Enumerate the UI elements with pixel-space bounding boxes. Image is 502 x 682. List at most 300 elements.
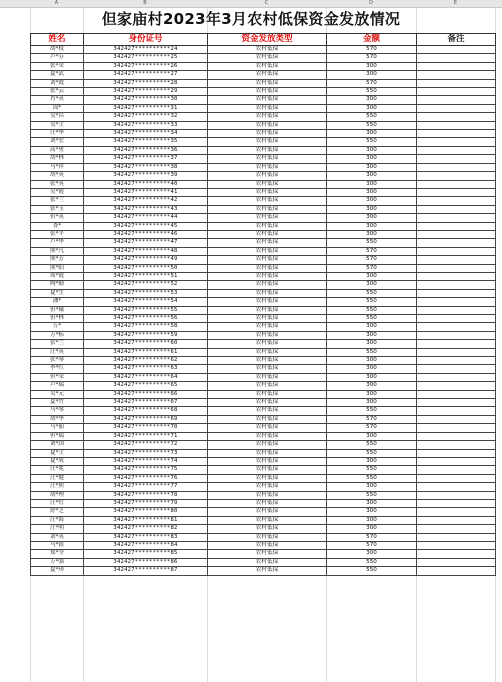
- cell-note[interactable]: [417, 348, 496, 356]
- cell-id[interactable]: 342427**********87: [84, 567, 208, 575]
- cell-note[interactable]: [417, 533, 496, 541]
- cell-name[interactable]: 胡*林: [31, 155, 84, 163]
- cell-type[interactable]: 农村低保: [208, 466, 327, 474]
- cell-type[interactable]: 农村低保: [208, 415, 327, 423]
- cell-name[interactable]: 陶*勤: [31, 281, 84, 289]
- cell-amount[interactable]: 550: [327, 558, 417, 566]
- cell-type[interactable]: 农村低保: [208, 222, 327, 230]
- cell-id[interactable]: 342427**********35: [84, 138, 208, 146]
- cell-name[interactable]: 但*英: [31, 214, 84, 222]
- cell-id[interactable]: 342427**********24: [84, 46, 208, 54]
- cell-id[interactable]: 342427**********47: [84, 239, 208, 247]
- cell-amount[interactable]: 550: [327, 298, 417, 306]
- cell-type[interactable]: 农村低保: [208, 214, 327, 222]
- cell-type[interactable]: 农村低保: [208, 46, 327, 54]
- cell-name[interactable]: 汪*华: [31, 130, 84, 138]
- cell-amount[interactable]: 570: [327, 415, 417, 423]
- cell-note[interactable]: [417, 121, 496, 129]
- cell-note[interactable]: [417, 315, 496, 323]
- cell-note[interactable]: [417, 306, 496, 314]
- cell-note[interactable]: [417, 474, 496, 482]
- cell-name[interactable]: 但*林: [31, 315, 84, 323]
- cell-amount[interactable]: 300: [327, 172, 417, 180]
- cell-note[interactable]: [417, 247, 496, 255]
- cell-id[interactable]: 342427**********86: [84, 558, 208, 566]
- cell-name[interactable]: 周*霞: [31, 272, 84, 280]
- cell-id[interactable]: 342427**********27: [84, 71, 208, 79]
- cell-type[interactable]: 农村低保: [208, 432, 327, 440]
- cell-name[interactable]: 刘*英: [31, 533, 84, 541]
- cell-note[interactable]: [417, 180, 496, 188]
- cell-id[interactable]: 342427**********82: [84, 525, 208, 533]
- cell-amount[interactable]: 300: [327, 155, 417, 163]
- cell-id[interactable]: 342427**********85: [84, 550, 208, 558]
- cell-note[interactable]: [417, 205, 496, 213]
- cell-amount[interactable]: 570: [327, 256, 417, 264]
- cell-name[interactable]: 张*琴: [31, 357, 84, 365]
- cell-id[interactable]: 342427**********65: [84, 382, 208, 390]
- cell-name[interactable]: 万*: [31, 323, 84, 331]
- cell-name[interactable]: 但*瑞: [31, 432, 84, 440]
- cell-amount[interactable]: 300: [327, 382, 417, 390]
- cell-type[interactable]: 农村低保: [208, 130, 327, 138]
- cell-id[interactable]: 342427**********84: [84, 541, 208, 549]
- cell-type[interactable]: 农村低保: [208, 533, 327, 541]
- cell-note[interactable]: [417, 399, 496, 407]
- cell-note[interactable]: [417, 541, 496, 549]
- cell-type[interactable]: 农村低保: [208, 79, 327, 87]
- cell-name[interactable]: 万*标: [31, 331, 84, 339]
- cell-amount[interactable]: 550: [327, 306, 417, 314]
- cell-note[interactable]: [417, 188, 496, 196]
- cell-type[interactable]: 农村低保: [208, 541, 327, 549]
- cell-note[interactable]: [417, 483, 496, 491]
- cell-amount[interactable]: 300: [327, 508, 417, 516]
- cell-amount[interactable]: 550: [327, 441, 417, 449]
- cell-amount[interactable]: 300: [327, 230, 417, 238]
- cell-type[interactable]: 农村低保: [208, 483, 327, 491]
- cell-note[interactable]: [417, 62, 496, 70]
- cell-type[interactable]: 农村低保: [208, 550, 327, 558]
- cell-name[interactable]: 吴*元: [31, 390, 84, 398]
- cell-amount[interactable]: 300: [327, 390, 417, 398]
- cell-name[interactable]: 但*荣: [31, 373, 84, 381]
- cell-id[interactable]: 342427**********83: [84, 533, 208, 541]
- cell-id[interactable]: 342427**********32: [84, 113, 208, 121]
- cell-amount[interactable]: 300: [327, 373, 417, 381]
- cell-note[interactable]: [417, 441, 496, 449]
- cell-amount[interactable]: 300: [327, 483, 417, 491]
- cell-name[interactable]: 夏*珍: [31, 567, 84, 575]
- cell-id[interactable]: 342427**********33: [84, 121, 208, 129]
- cell-name[interactable]: 熊*芳: [31, 256, 84, 264]
- cell-amount[interactable]: 300: [327, 96, 417, 104]
- cell-type[interactable]: 农村低保: [208, 323, 327, 331]
- cell-type[interactable]: 农村低保: [208, 62, 327, 70]
- cell-name[interactable]: 汪*健: [31, 474, 84, 482]
- cell-id[interactable]: 342427**********60: [84, 340, 208, 348]
- cell-note[interactable]: [417, 357, 496, 365]
- cell-note[interactable]: [417, 298, 496, 306]
- cell-id[interactable]: 342427**********41: [84, 188, 208, 196]
- cell-amount[interactable]: 300: [327, 432, 417, 440]
- cell-id[interactable]: 342427**********45: [84, 222, 208, 230]
- cell-amount[interactable]: 300: [327, 71, 417, 79]
- cell-id[interactable]: 342427**********68: [84, 407, 208, 415]
- cell-id[interactable]: 342427**********49: [84, 256, 208, 264]
- cell-note[interactable]: [417, 491, 496, 499]
- cell-amount[interactable]: 550: [327, 138, 417, 146]
- cell-note[interactable]: [417, 239, 496, 247]
- cell-amount[interactable]: 300: [327, 197, 417, 205]
- cell-name[interactable]: 张*荣: [31, 62, 84, 70]
- cell-type[interactable]: 农村低保: [208, 567, 327, 575]
- cell-note[interactable]: [417, 558, 496, 566]
- cell-type[interactable]: 农村低保: [208, 357, 327, 365]
- cell-note[interactable]: [417, 146, 496, 154]
- cell-id[interactable]: 342427**********81: [84, 516, 208, 524]
- cell-note[interactable]: [417, 197, 496, 205]
- cell-id[interactable]: 342427**********51: [84, 272, 208, 280]
- cell-name[interactable]: 张*玉: [31, 205, 84, 213]
- cell-note[interactable]: [417, 130, 496, 138]
- cell-type[interactable]: 农村低保: [208, 172, 327, 180]
- cell-note[interactable]: [417, 256, 496, 264]
- cell-id[interactable]: 342427**********75: [84, 466, 208, 474]
- cell-amount[interactable]: 300: [327, 281, 417, 289]
- cell-type[interactable]: 农村低保: [208, 424, 327, 432]
- cell-amount[interactable]: 300: [327, 62, 417, 70]
- cell-type[interactable]: 农村低保: [208, 390, 327, 398]
- cell-amount[interactable]: 300: [327, 272, 417, 280]
- cell-type[interactable]: 农村低保: [208, 163, 327, 171]
- cell-type[interactable]: 农村低保: [208, 289, 327, 297]
- cell-id[interactable]: 342427**********39: [84, 172, 208, 180]
- cell-note[interactable]: [417, 214, 496, 222]
- cell-type[interactable]: 农村低保: [208, 331, 327, 339]
- cell-name[interactable]: 汪*兆: [31, 466, 84, 474]
- cell-note[interactable]: [417, 365, 496, 373]
- cell-amount[interactable]: 550: [327, 466, 417, 474]
- column-letter-c[interactable]: C: [264, 0, 269, 6]
- cell-name[interactable]: 胡*理: [31, 491, 84, 499]
- cell-type[interactable]: 农村低保: [208, 457, 327, 465]
- cell-amount[interactable]: 570: [327, 54, 417, 62]
- cell-type[interactable]: 农村低保: [208, 272, 327, 280]
- column-letter-e[interactable]: E: [453, 0, 458, 6]
- cell-amount[interactable]: 300: [327, 104, 417, 112]
- cell-name[interactable]: 马*祥: [31, 163, 84, 171]
- cell-type[interactable]: 农村低保: [208, 306, 327, 314]
- cell-id[interactable]: 342427**********77: [84, 483, 208, 491]
- cell-amount[interactable]: 300: [327, 205, 417, 213]
- cell-name[interactable]: 熊*阳: [31, 264, 84, 272]
- cell-id[interactable]: 342427**********44: [84, 214, 208, 222]
- cell-name[interactable]: 汪*英: [31, 348, 84, 356]
- cell-amount[interactable]: 550: [327, 289, 417, 297]
- cell-type[interactable]: 农村低保: [208, 340, 327, 348]
- cell-amount[interactable]: 570: [327, 533, 417, 541]
- cell-note[interactable]: [417, 424, 496, 432]
- cell-note[interactable]: [417, 104, 496, 112]
- cell-id[interactable]: 342427**********53: [84, 289, 208, 297]
- cell-amount[interactable]: 550: [327, 113, 417, 121]
- cell-id[interactable]: 342427**********64: [84, 373, 208, 381]
- cell-id[interactable]: 342427**********26: [84, 62, 208, 70]
- cell-amount[interactable]: 570: [327, 79, 417, 87]
- column-letter-a[interactable]: A: [54, 0, 59, 6]
- cell-name[interactable]: 李*红: [31, 365, 84, 373]
- cell-note[interactable]: [417, 499, 496, 507]
- cell-type[interactable]: 农村低保: [208, 121, 327, 129]
- cell-note[interactable]: [417, 525, 496, 533]
- cell-id[interactable]: 342427**********69: [84, 415, 208, 423]
- cell-amount[interactable]: 300: [327, 188, 417, 196]
- cell-id[interactable]: 342427**********59: [84, 331, 208, 339]
- cell-type[interactable]: 农村低保: [208, 491, 327, 499]
- cell-name[interactable]: 夏*武: [31, 71, 84, 79]
- cell-amount[interactable]: 300: [327, 499, 417, 507]
- cell-name[interactable]: 夏*竹: [31, 399, 84, 407]
- cell-id[interactable]: 342427**********52: [84, 281, 208, 289]
- cell-note[interactable]: [417, 163, 496, 171]
- cell-name[interactable]: 周*: [31, 104, 84, 112]
- cell-note[interactable]: [417, 71, 496, 79]
- cell-amount[interactable]: 300: [327, 516, 417, 524]
- cell-id[interactable]: 342427**********62: [84, 357, 208, 365]
- cell-name[interactable]: 张*英: [31, 180, 84, 188]
- cell-name[interactable]: 胡*英: [31, 172, 84, 180]
- cell-amount[interactable]: 300: [327, 214, 417, 222]
- cell-type[interactable]: 农村低保: [208, 298, 327, 306]
- cell-amount[interactable]: 300: [327, 525, 417, 533]
- cell-amount[interactable]: 570: [327, 264, 417, 272]
- cell-name[interactable]: 刘*国: [31, 441, 84, 449]
- cell-note[interactable]: [417, 415, 496, 423]
- cell-note[interactable]: [417, 567, 496, 575]
- cell-amount[interactable]: 300: [327, 146, 417, 154]
- cell-amount[interactable]: 300: [327, 457, 417, 465]
- cell-note[interactable]: [417, 466, 496, 474]
- cell-type[interactable]: 农村低保: [208, 54, 327, 62]
- cell-id[interactable]: 342427**********48: [84, 247, 208, 255]
- cell-type[interactable]: 农村低保: [208, 230, 327, 238]
- cell-type[interactable]: 农村低保: [208, 474, 327, 482]
- cell-type[interactable]: 农村低保: [208, 407, 327, 415]
- cell-name[interactable]: 郑*全: [31, 550, 84, 558]
- cell-note[interactable]: [417, 88, 496, 96]
- cell-type[interactable]: 农村低保: [208, 180, 327, 188]
- cell-id[interactable]: 342427**********55: [84, 306, 208, 314]
- cell-note[interactable]: [417, 230, 496, 238]
- cell-amount[interactable]: 300: [327, 550, 417, 558]
- cell-name[interactable]: 刘*宏: [31, 138, 84, 146]
- cell-name[interactable]: 马*丽: [31, 424, 84, 432]
- cell-type[interactable]: 农村低保: [208, 256, 327, 264]
- cell-amount[interactable]: 300: [327, 163, 417, 171]
- cell-note[interactable]: [417, 281, 496, 289]
- cell-note[interactable]: [417, 340, 496, 348]
- cell-type[interactable]: 农村低保: [208, 146, 327, 154]
- cell-id[interactable]: 342427**********46: [84, 230, 208, 238]
- cell-name[interactable]: 卢*芬: [31, 54, 84, 62]
- cell-type[interactable]: 农村低保: [208, 88, 327, 96]
- cell-amount[interactable]: 550: [327, 239, 417, 247]
- cell-id[interactable]: 342427**********30: [84, 96, 208, 104]
- cell-amount[interactable]: 300: [327, 340, 417, 348]
- cell-name[interactable]: 张*平: [31, 230, 84, 238]
- cell-type[interactable]: 农村低保: [208, 239, 327, 247]
- cell-id[interactable]: 342427**********43: [84, 205, 208, 213]
- cell-note[interactable]: [417, 222, 496, 230]
- cell-type[interactable]: 农村低保: [208, 558, 327, 566]
- cell-type[interactable]: 农村低保: [208, 247, 327, 255]
- cell-id[interactable]: 342427**********71: [84, 432, 208, 440]
- cell-id[interactable]: 342427**********80: [84, 508, 208, 516]
- cell-note[interactable]: [417, 138, 496, 146]
- cell-id[interactable]: 342427**********25: [84, 54, 208, 62]
- cell-type[interactable]: 农村低保: [208, 205, 327, 213]
- cell-amount[interactable]: 570: [327, 46, 417, 54]
- cell-name[interactable]: 汪*明: [31, 525, 84, 533]
- cell-note[interactable]: [417, 172, 496, 180]
- cell-amount[interactable]: 300: [327, 399, 417, 407]
- cell-amount[interactable]: 550: [327, 491, 417, 499]
- cell-amount[interactable]: 570: [327, 424, 417, 432]
- cell-id[interactable]: 342427**********72: [84, 441, 208, 449]
- cell-type[interactable]: 农村低保: [208, 499, 327, 507]
- cell-name[interactable]: 胡*华: [31, 415, 84, 423]
- cell-note[interactable]: [417, 79, 496, 87]
- cell-type[interactable]: 农村低保: [208, 399, 327, 407]
- cell-note[interactable]: [417, 373, 496, 381]
- cell-id[interactable]: 342427**********54: [84, 298, 208, 306]
- cell-type[interactable]: 农村低保: [208, 113, 327, 121]
- cell-amount[interactable]: 570: [327, 247, 417, 255]
- cell-note[interactable]: [417, 46, 496, 54]
- cell-name[interactable]: 张*云: [31, 88, 84, 96]
- cell-name[interactable]: 潘*: [31, 298, 84, 306]
- cell-amount[interactable]: 550: [327, 121, 417, 129]
- column-letter-b[interactable]: B: [143, 0, 147, 6]
- cell-type[interactable]: 农村低保: [208, 138, 327, 146]
- cell-id[interactable]: 342427**********58: [84, 323, 208, 331]
- cell-id[interactable]: 342427**********61: [84, 348, 208, 356]
- cell-id[interactable]: 342427**********63: [84, 365, 208, 373]
- cell-type[interactable]: 农村低保: [208, 525, 327, 533]
- cell-amount[interactable]: 550: [327, 567, 417, 575]
- cell-id[interactable]: 342427**********79: [84, 499, 208, 507]
- cell-type[interactable]: 农村低保: [208, 188, 327, 196]
- cell-type[interactable]: 农村低保: [208, 348, 327, 356]
- cell-note[interactable]: [417, 155, 496, 163]
- cell-name[interactable]: 夏*成: [31, 457, 84, 465]
- cell-name[interactable]: 高*勇: [31, 146, 84, 154]
- cell-type[interactable]: 农村低保: [208, 315, 327, 323]
- cell-type[interactable]: 农村低保: [208, 197, 327, 205]
- cell-note[interactable]: [417, 449, 496, 457]
- cell-type[interactable]: 农村低保: [208, 71, 327, 79]
- cell-id[interactable]: 342427**********56: [84, 315, 208, 323]
- cell-note[interactable]: [417, 96, 496, 104]
- cell-id[interactable]: 342427**********31: [84, 104, 208, 112]
- cell-amount[interactable]: 300: [327, 357, 417, 365]
- cell-amount[interactable]: 550: [327, 88, 417, 96]
- cell-name[interactable]: 张*兰: [31, 340, 84, 348]
- cell-id[interactable]: 342427**********66: [84, 390, 208, 398]
- cell-id[interactable]: 342427**********78: [84, 491, 208, 499]
- cell-amount[interactable]: 300: [327, 222, 417, 230]
- cell-id[interactable]: 342427**********40: [84, 180, 208, 188]
- cell-note[interactable]: [417, 113, 496, 121]
- cell-name[interactable]: 汪*照: [31, 483, 84, 491]
- cell-amount[interactable]: 550: [327, 348, 417, 356]
- cell-name[interactable]: 张*兰: [31, 197, 84, 205]
- cell-type[interactable]: 农村低保: [208, 449, 327, 457]
- cell-note[interactable]: [417, 390, 496, 398]
- cell-amount[interactable]: 550: [327, 474, 417, 482]
- cell-id[interactable]: 342427**********36: [84, 146, 208, 154]
- cell-amount[interactable]: 300: [327, 323, 417, 331]
- cell-amount[interactable]: 300: [327, 130, 417, 138]
- cell-note[interactable]: [417, 264, 496, 272]
- cell-type[interactable]: 农村低保: [208, 441, 327, 449]
- cell-name[interactable]: 汪*海: [31, 516, 84, 524]
- cell-type[interactable]: 农村低保: [208, 155, 327, 163]
- cell-note[interactable]: [417, 272, 496, 280]
- cell-type[interactable]: 农村低保: [208, 365, 327, 373]
- cell-name[interactable]: 刘*霞: [31, 79, 84, 87]
- cell-note[interactable]: [417, 382, 496, 390]
- cell-name[interactable]: 万*强: [31, 558, 84, 566]
- cell-name[interactable]: 夏*主: [31, 449, 84, 457]
- cell-id[interactable]: 342427**********34: [84, 130, 208, 138]
- cell-name[interactable]: 汪*灶: [31, 499, 84, 507]
- cell-type[interactable]: 农村低保: [208, 382, 327, 390]
- cell-name[interactable]: 舒*芝: [31, 508, 84, 516]
- cell-note[interactable]: [417, 54, 496, 62]
- cell-name[interactable]: 卢*瑞: [31, 382, 84, 390]
- cell-name[interactable]: 马*银: [31, 541, 84, 549]
- cell-type[interactable]: 农村低保: [208, 281, 327, 289]
- cell-name[interactable]: 肖*英: [31, 96, 84, 104]
- cell-amount[interactable]: 550: [327, 315, 417, 323]
- cell-id[interactable]: 342427**********42: [84, 197, 208, 205]
- cell-amount[interactable]: 550: [327, 449, 417, 457]
- cell-name[interactable]: 熊*凡: [31, 247, 84, 255]
- cell-note[interactable]: [417, 407, 496, 415]
- cell-id[interactable]: 342427**********67: [84, 399, 208, 407]
- cell-note[interactable]: [417, 432, 496, 440]
- cell-id[interactable]: 342427**********70: [84, 424, 208, 432]
- cell-amount[interactable]: 570: [327, 541, 417, 549]
- cell-type[interactable]: 农村低保: [208, 516, 327, 524]
- cell-name[interactable]: 马*琴: [31, 407, 84, 415]
- cell-name[interactable]: 胡*枝: [31, 46, 84, 54]
- cell-id[interactable]: 342427**********37: [84, 155, 208, 163]
- cell-id[interactable]: 342427**********29: [84, 88, 208, 96]
- cell-note[interactable]: [417, 457, 496, 465]
- cell-name[interactable]: 夏*生: [31, 289, 84, 297]
- cell-note[interactable]: [417, 508, 496, 516]
- cell-note[interactable]: [417, 289, 496, 297]
- cell-id[interactable]: 342427**********73: [84, 449, 208, 457]
- cell-name[interactable]: 吴*主: [31, 121, 84, 129]
- cell-amount[interactable]: 300: [327, 180, 417, 188]
- cell-amount[interactable]: 300: [327, 365, 417, 373]
- cell-note[interactable]: [417, 516, 496, 524]
- cell-name[interactable]: 吴*昌: [31, 113, 84, 121]
